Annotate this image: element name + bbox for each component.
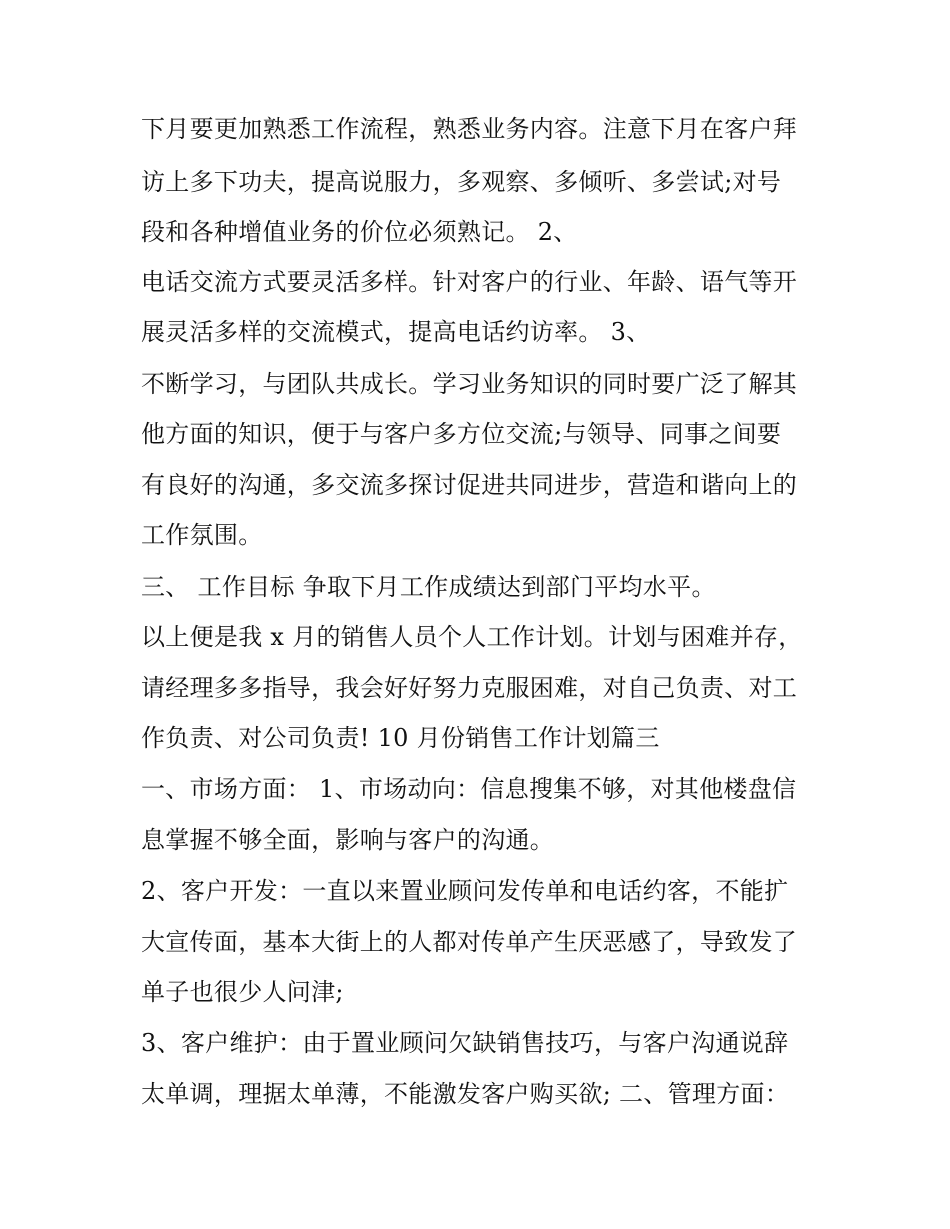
- text-line: 作负责、对公司负责! 10 月份销售工作计划篇三: [141, 724, 660, 752]
- text-line: 3、客户维护：由于置业顾问欠缺销售技巧，与客户沟通说辞: [141, 1029, 789, 1057]
- text-line: 电话交流方式要灵活多样。针对客户的行业、年龄、语气等开: [141, 268, 798, 296]
- text-line: 他方面的知识，便于与客户多方位交流;与领导、同事之间要: [141, 420, 782, 448]
- text-line: 一、市场方面： 1、市场动向：信息搜集不够，对其他楼盘信: [141, 775, 797, 803]
- text-line: 三、 工作目标 争取下月工作成绩达到部门平均水平。: [141, 573, 716, 601]
- text-line: 请经理多多指导，我会好好努力克服困难，对自己负责、对工: [141, 674, 798, 702]
- text-line: 下月要更加熟悉工作流程，熟悉业务内容。注意下月在客户拜: [141, 115, 798, 143]
- text-line: 大宣传面，基本大街上的人都对传单产生厌恶感了，导致发了: [141, 928, 798, 956]
- text-line: 有良好的沟通，多交流多探讨促进共同进步，营造和谐向上的: [141, 471, 798, 499]
- text-line: 太单调，理据太单薄，不能激发客户购买欲; 二、管理方面：: [141, 1080, 790, 1108]
- text-line: 段和各种增值业务的价位必须熟记。 2、: [141, 218, 578, 246]
- text-line: 不断学习，与团队共成长。学习业务知识的同时要广泛了解其: [141, 370, 798, 398]
- text-line: 访上多下功夫，提高说服力，多观察、多倾听、多尝试;对号: [141, 168, 782, 196]
- text-line: 单子也很少人问津;: [141, 978, 344, 1006]
- text-line: 以上便是我 x 月的销售人员个人工作计划。计划与困难并存，: [141, 623, 803, 651]
- text-line: 2、客户开发：一直以来置业顾问发传单和电话约客，不能扩: [141, 877, 789, 905]
- text-line: 工作氛围。: [141, 521, 263, 549]
- text-line: 展灵活多样的交流模式，提高电话约访率。 3、: [141, 318, 651, 346]
- text-line: 息掌握不够全面，影响与客户的沟通。: [141, 826, 555, 854]
